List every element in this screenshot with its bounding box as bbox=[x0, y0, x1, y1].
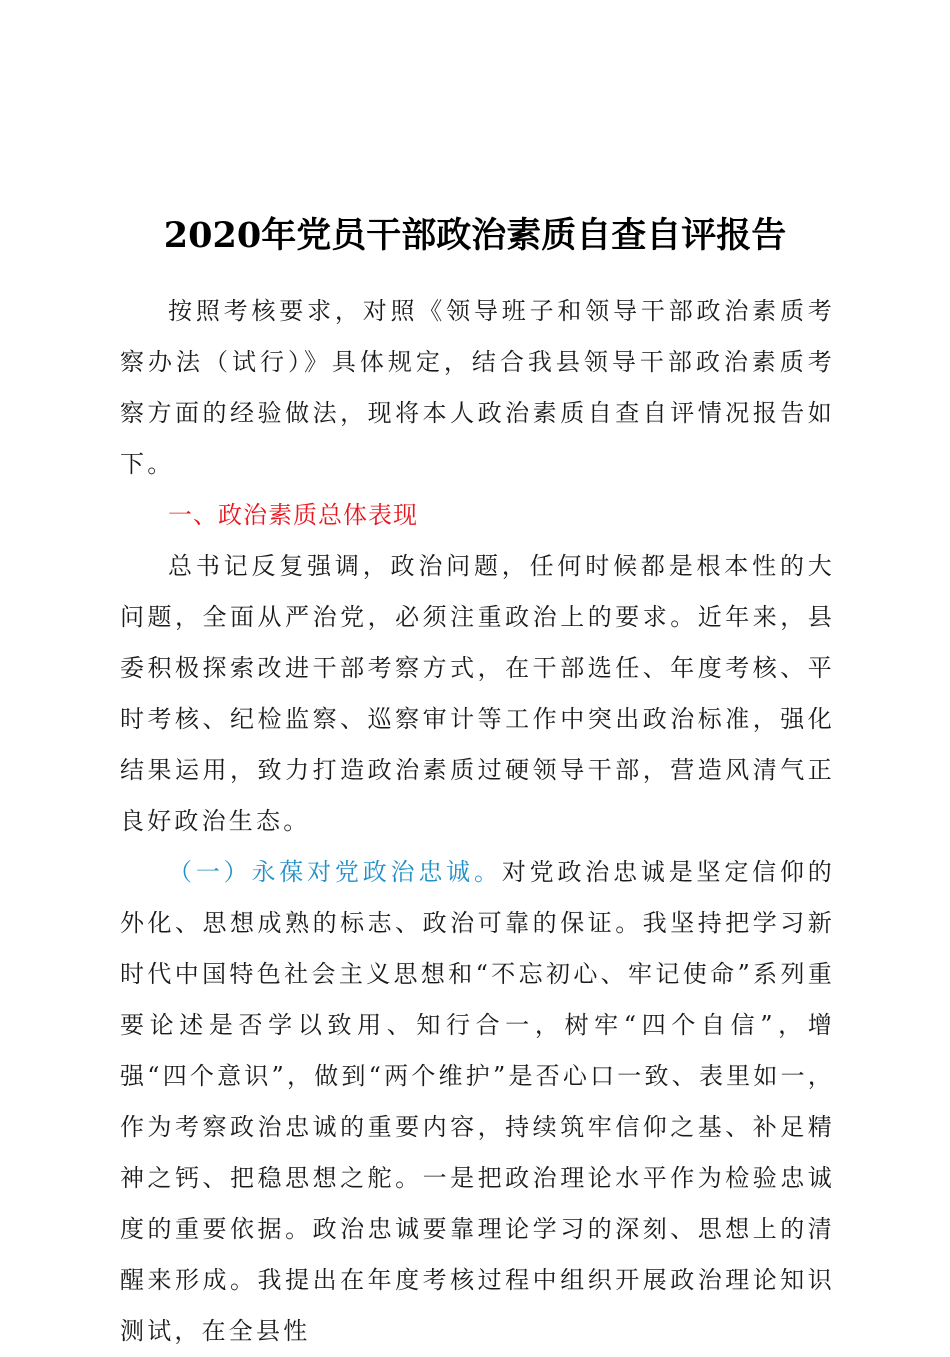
section-heading: 一、政治素质总体表现 bbox=[168, 501, 418, 529]
document-title: 2020年党员干部政治素质自查自评报告 bbox=[163, 215, 787, 256]
document-body bbox=[120, 286, 835, 1357]
subsection-paragraph bbox=[120, 847, 835, 1357]
subsection-heading: （一）永葆对党政治忠诚。 bbox=[168, 858, 502, 886]
section-paragraph: 总书记反复强调，政治问题，任何时候都是根本性的大问题，全面从严治党，必须注重政治上的要求。近年来，县委积极探索改进干部考察方式，在干部选任、年度考核、平时考核、纪检监察、巡察审计等工作中突出政治标准，强化结果运用，致力打造政治素质过硬领导干部，营造风清气正良好政治生态。 bbox=[120, 552, 835, 835]
intro-paragraph: 按照考核要求，对照《领导班子和领导干部政治素质考察办法（试行）》具体规定，结合我县领导干部政治素质考察方面的经验做法，现将本人政治素质自查自评情况报告如下。 bbox=[120, 297, 835, 478]
subsection-text: 对党政治忠诚是坚定信仰的外化、思想成熟的标志、政治可靠的保证。我坚持把学习新时代中国特色社会主义思想和“不忘初心、牢记使命”系列重要论述是否学以致用、知行合一，树牢“四个自信”，增强“四个意识”，做到“两个维护”是否心口一致、表里如一，作为考察政治忠诚的重要内容，持续筑牢信仰之基、补足精神之钙、把稳思想之舵。一是把政治理论水平作为检验忠诚度的重要依据。政治忠诚要靠理论学习的深刻、思想上的清醒来形成。我提出在年度考核过程中组织开展政治理论知识测试，在全县性 bbox=[120, 858, 835, 1345]
